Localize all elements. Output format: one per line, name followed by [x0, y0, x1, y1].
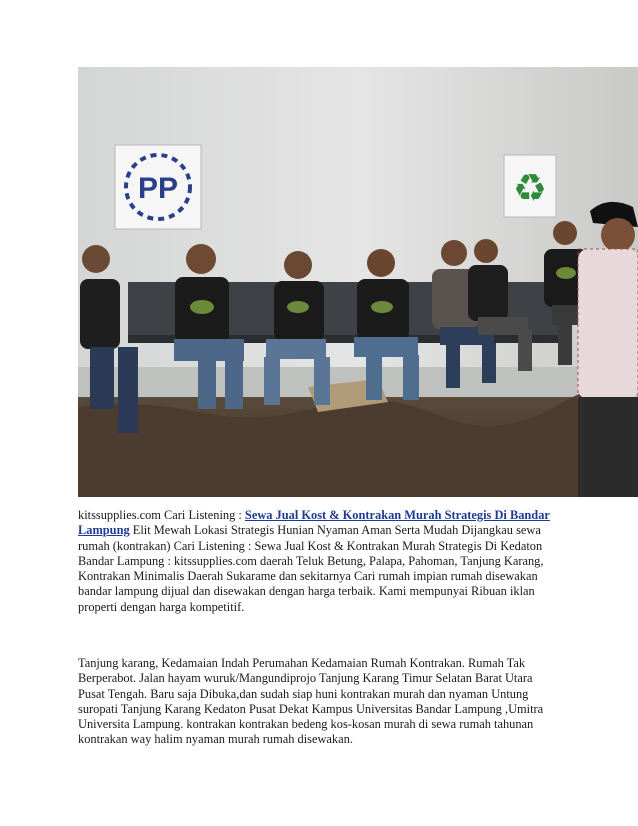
svg-text:♻: ♻	[512, 166, 548, 210]
svg-text:PP: PP	[137, 172, 179, 205]
paragraph-location: Tanjung karang, Kedamaian Indah Perumahan Kedamaian Rumah Kontrakan. Rumah Tak Berperabot. Jalan hayam wuruk/Mangundiprojo Tanjung Karang Timur Selatan Barat Utara Pusat Tengah. Baru saja Dibuka,dan sudah siap huni kontrakan murah dan nyaman Untung suropati Tanjung Karang Kedaton Pusat Dekat Kampus Universitas Bandar Lampung ,Umitra Universita Lampung. kontrakan kontrakan bedeng kos-kosan murah di sewa rumah tahunan kontrakan way halim nyaman murah rumah disewakan.	[78, 656, 544, 747]
group-photo	[78, 67, 638, 497]
sewa-jual-kost-link[interactable]: Sewa Jual Kost & Kontrakan Murah Strategis Di Bandar Lampung	[78, 508, 550, 538]
pp-logo	[115, 145, 201, 229]
intro-prefix: kitssupplies.com Cari Listening :	[78, 508, 245, 522]
intro-body: Elit Mewah Lokasi Strategis Hunian Nyaman Aman Serta Mudah Dijangkau sewa rumah (kontrakan) Cari Listening : Sewa Jual Kost & Kontrakan Murah Strategis Di Kedaton Bandar Lampung : kitssupplies.com daerah Teluk Betung, Palapa, Pahoman, Tanjung Karang, Kontrakan Minimalis Daerah Sukarame dan sekitarnya Cari rumah impian rumah disewakan bandar lampung dijual dan disewakan dengan harga terbaik. Kami mempunyai Ribuan iklan properti dengan harga kompetitif.	[78, 523, 544, 614]
recycle-sign	[504, 155, 556, 217]
paragraph-intro	[78, 508, 562, 615]
